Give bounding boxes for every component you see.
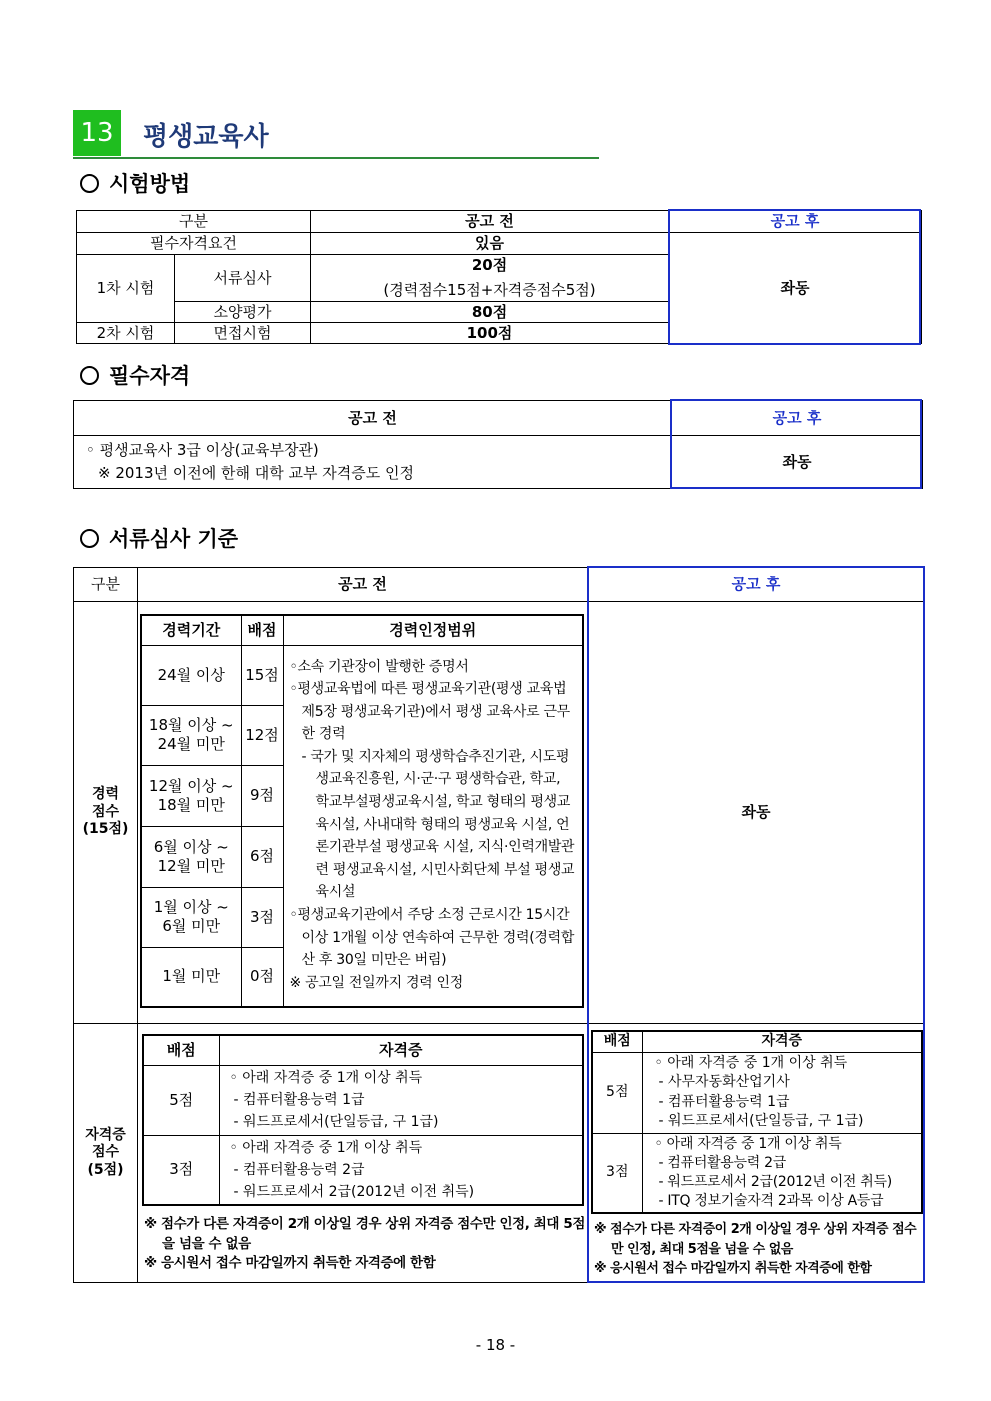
qual-line-2: ※ 2013년 이전에 한해 대학 교부 자격증도 인정 (98, 464, 414, 482)
career-period: 6월 이상 ~ 12월 미만 (141, 826, 241, 887)
req-label: 필수자격요건 (77, 233, 311, 255)
career-score: 0점 (241, 947, 283, 1007)
cert-line: - 워드프로세서 2급(2012년 이전 취득) (658, 1173, 892, 1190)
cert-lines (219, 1065, 583, 1135)
cert-line: ◦ 아래 자격증 중 1개 이상 취득 (229, 1139, 423, 1156)
scope-line: - 국가 및 지자체의 평생학습추진기관, 시도평생교육진흥원, 시·군·구 평생학습관, 학교, 학교부설평생교육시설, 학교 형태의 평생교육시설, 사내대학 형태의 평생교육 시설, 언론기관부설 평생교육 시설, 지식·인력개발관련 평생교육시설, 시민사회단체 부설 평생교육시설 (301, 748, 575, 901)
doc-review-heading (80, 523, 238, 553)
aptitude-label: 소양평가 (175, 302, 311, 323)
cert-before-notes (144, 1215, 586, 1274)
req-value: 있음 (311, 233, 669, 255)
cert-line: ◦ 아래 자격증 중 1개 이상 취득 (229, 1070, 423, 1086)
qual-header-before: 공고 전 (74, 401, 672, 436)
review-header-after: 공고 후 (588, 568, 925, 602)
cert-name-header: 자격증 (219, 1035, 583, 1065)
interview-label: 면접시험 (175, 323, 311, 344)
qual-line-1: ◦ 평생교육사 3급 이상(교육부장관) (86, 441, 319, 460)
cert-lines (642, 1052, 922, 1133)
section-number: 13 (73, 110, 121, 156)
career-scope-header: 경력인정범위 (283, 615, 583, 645)
career-period-header: 경력기간 (141, 615, 241, 645)
note-line: ※ 점수가 다른 자격증이 2개 이상일 경우 상위 자격증 점수만 인정, 최대 5점을 넘을 수 없음 (594, 1222, 917, 1257)
career-score-header: 배점 (241, 615, 283, 645)
cert-line: - 워드프로세서(단일등급, 구 1급) (658, 1113, 864, 1129)
doc-review-label: 서류심사 (175, 255, 311, 302)
cert-line: - 컴퓨터활용능력 1급 (233, 1092, 365, 1108)
note-line: ※ 응시원서 접수 마감일까지 취득한 자격증에 한함 (594, 1261, 872, 1276)
circle-bullet-icon (80, 366, 99, 385)
cert-line: ◦ 아래 자격증 중 1개 이상 취득 (654, 1054, 848, 1071)
exam-method-heading (80, 168, 190, 198)
scope-line: ◦평생교육법에 따른 평생교육기관(평생 교육법 제5장 평생교육기관)에서 평생 교육사로 근무한 경력 (289, 681, 570, 743)
cert-lines (219, 1135, 583, 1205)
page-number: - 18 - (475, 1336, 516, 1354)
exam-table (76, 210, 922, 344)
header-before: 공고 전 (311, 211, 669, 233)
note-line: ※ 점수가 다른 자격증이 2개 이상일 경우 상위 자격증 점수만 인정, 최대 5점을 넘을 수 없음 (144, 1216, 585, 1252)
cert-line: ◦ 아래 자격증 중 1개 이상 취득 (654, 1135, 842, 1152)
career-period: 18월 이상 ~ 24월 미만 (141, 705, 241, 765)
cert-line: - 워드프로세서(단일등급, 구 1급) (233, 1114, 439, 1130)
header-category: 구분 (77, 211, 311, 233)
career-score: 15점 (241, 645, 283, 705)
cert-score-header: 배점 (592, 1031, 642, 1052)
career-period: 12월 이상 ~ 18월 미만 (141, 765, 241, 826)
career-score: 6점 (241, 826, 283, 887)
career-period: 1월 이상 ~ 6월 미만 (141, 887, 241, 947)
qual-header-after: 공고 후 (672, 401, 923, 436)
section-title (73, 110, 599, 159)
cert-score: 5점 (592, 1052, 642, 1133)
cert-score: 3점 (143, 1135, 219, 1205)
cert-line: - 컴퓨터활용능력 1급 (658, 1093, 790, 1110)
heading-text: 시험방법 (109, 172, 191, 196)
cert-score: 3점 (592, 1133, 642, 1213)
aptitude-score: 80점 (311, 302, 669, 323)
cert-line: - 컴퓨터활용능력 2급 (658, 1154, 786, 1171)
qual-after: 좌동 (672, 436, 923, 489)
exam-after: 좌동 (669, 233, 922, 344)
note-line: ※ 응시원서 접수 마감일까지 취득한 자격증에 한함 (144, 1255, 436, 1272)
cert-after-notes (594, 1220, 922, 1279)
career-period: 24월 이상 (141, 645, 241, 705)
cert-score: 5점 (143, 1065, 219, 1135)
second-exam: 2차 시험 (77, 323, 175, 344)
review-header-category: 구분 (74, 568, 138, 602)
cert-line: - 사무자동화산업기사 (658, 1074, 790, 1090)
doc-review-score (311, 255, 669, 302)
cert-lines (642, 1133, 922, 1213)
cert-before-table (142, 1034, 584, 1206)
heading-text: 필수자격 (109, 364, 191, 388)
career-after: 좌동 (588, 602, 925, 1024)
career-period: 1월 미만 (141, 947, 241, 1007)
scope-line: ◦소속 기관장이 발행한 증명서 (289, 658, 469, 675)
cert-name-header: 자격증 (642, 1031, 922, 1052)
career-score: 12점 (241, 705, 283, 765)
section-heading: 평생교육사 (143, 122, 269, 152)
cert-line: - 컴퓨터활용능력 2급 (233, 1161, 365, 1178)
cert-line: - ITQ 정보기술자격 2과목 이상 A등급 (658, 1192, 884, 1209)
career-label: 경력 점수 (15점) (74, 602, 138, 1024)
review-header-before: 공고 전 (138, 568, 588, 602)
heading-text: 서류심사 기준 (109, 527, 239, 551)
career-score: 9점 (241, 765, 283, 826)
career-inner-table (140, 614, 584, 1008)
cert-line: - 워드프로세서 2급(2012년 이전 취득) (233, 1183, 475, 1200)
career-score: 3점 (241, 887, 283, 947)
cert-score-header: 배점 (143, 1035, 219, 1065)
doc-score: 20점 (471, 256, 508, 275)
interview-score: 100점 (311, 323, 669, 344)
qual-table (73, 400, 923, 489)
cert-after-table (591, 1030, 923, 1214)
required-qual-heading (80, 360, 190, 390)
career-scope (283, 645, 583, 1007)
header-after: 공고 후 (669, 211, 922, 233)
circle-bullet-icon (80, 174, 99, 193)
doc-detail: (경력점수15점+자격증점수5점) (383, 281, 596, 299)
scope-line: ◦평생교육기관에서 주당 소정 근로시간 15시간 이상 1개월 이상 연속하여 근무한 경력(경력합산 후 30일 미만은 버림) (289, 907, 575, 969)
cert-label: 자격증 점수 (5점) (74, 1024, 138, 1283)
first-exam: 1차 시험 (77, 255, 175, 323)
qual-before (74, 436, 672, 489)
scope-line: ※ 공고일 전일까지 경력 인정 (289, 974, 463, 991)
circle-bullet-icon (80, 529, 99, 548)
